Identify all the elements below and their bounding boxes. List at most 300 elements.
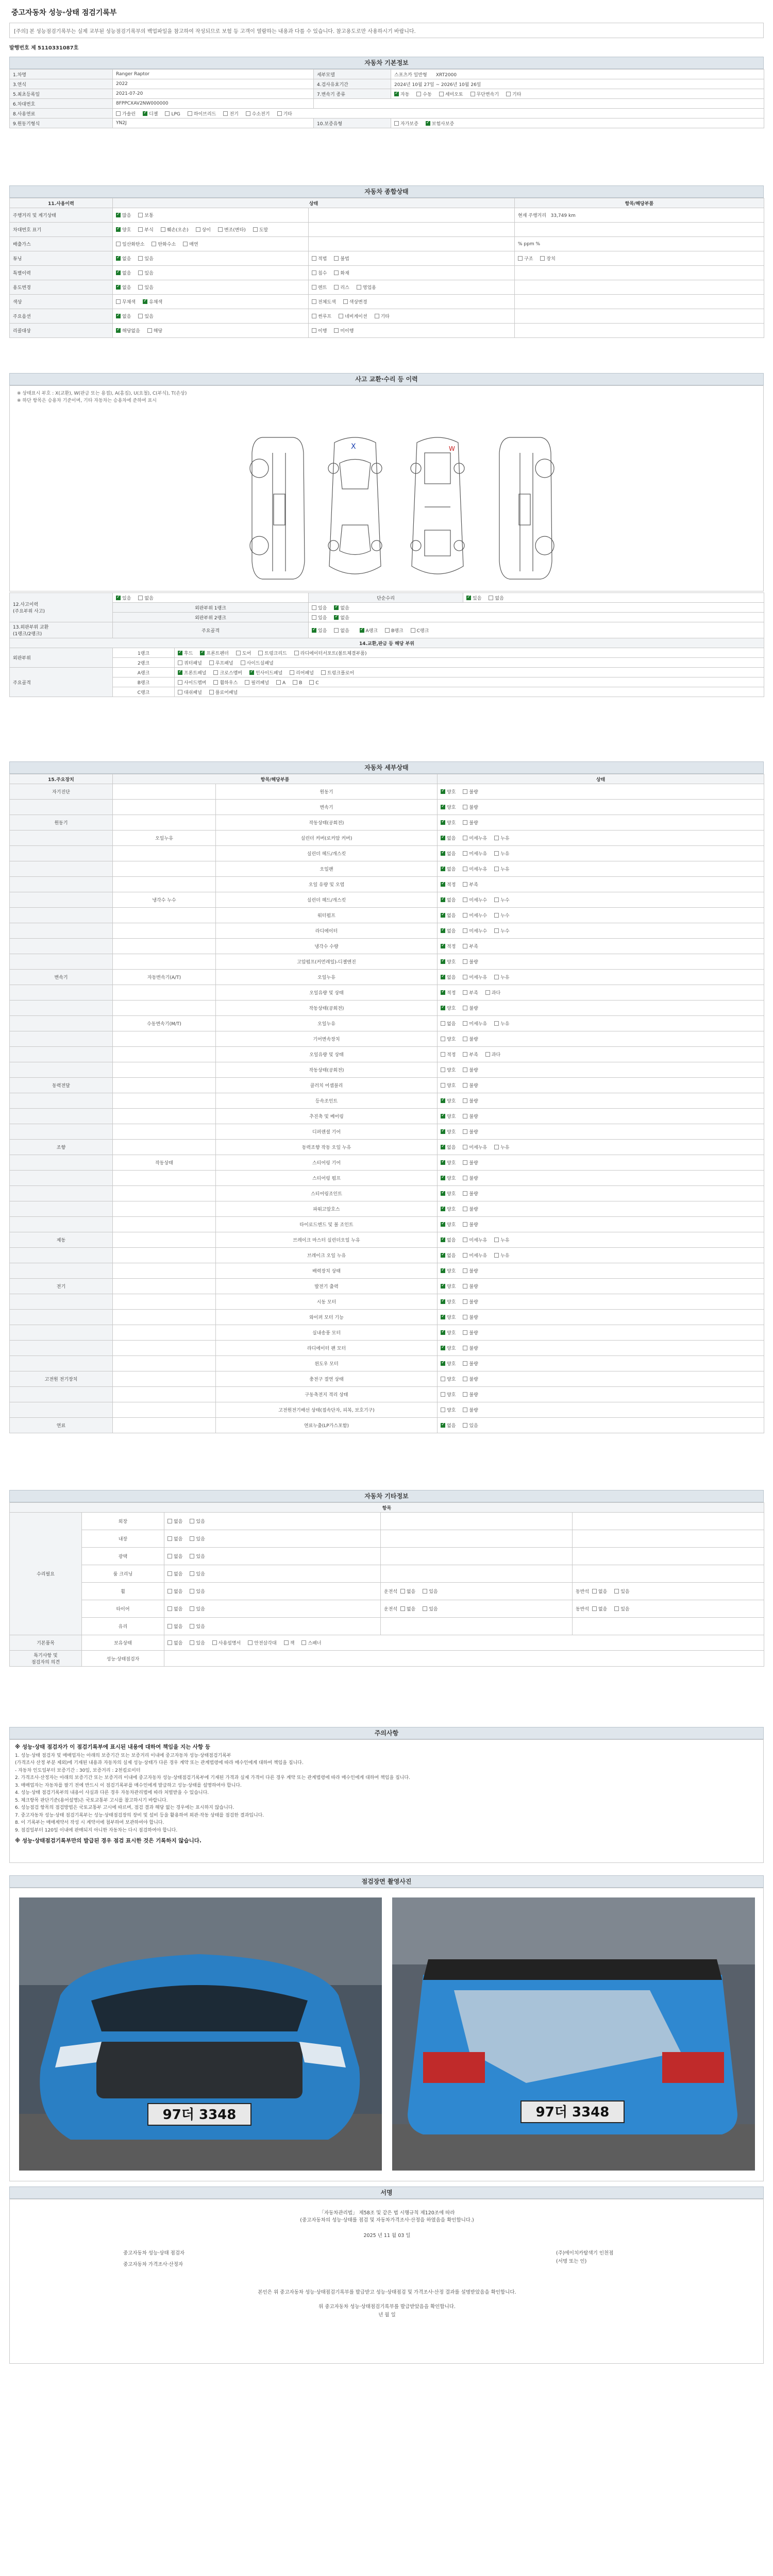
- checkbox-icon[interactable]: [494, 897, 499, 902]
- checkbox-icon[interactable]: [463, 867, 467, 871]
- detail-option[interactable]: 누유: [494, 1020, 509, 1027]
- checkbox-icon[interactable]: [258, 651, 263, 655]
- side1-option[interactable]: 없음: [400, 1605, 415, 1612]
- checkbox-icon[interactable]: [463, 928, 467, 933]
- checkbox-icon[interactable]: [190, 1640, 194, 1645]
- main-option[interactable]: ✓ 있음: [312, 627, 327, 634]
- general-option[interactable]: ✓ 양호: [116, 226, 131, 233]
- general-sub-option[interactable]: 불법: [334, 255, 349, 262]
- detail-option[interactable]: ✓ 양호: [441, 958, 456, 965]
- checkbox-icon[interactable]: [334, 628, 339, 633]
- checkbox-icon[interactable]: [441, 959, 445, 964]
- detail-option[interactable]: 있음: [463, 1422, 478, 1429]
- basic-option[interactable]: LPG: [165, 111, 180, 117]
- frame-option[interactable]: 트렁크플로어: [321, 669, 354, 676]
- detail-option[interactable]: 미세누유: [463, 1144, 487, 1150]
- checkbox-icon[interactable]: [190, 1536, 194, 1541]
- general-sub2-option[interactable]: 장치: [540, 255, 555, 262]
- detail-option[interactable]: 누수: [494, 927, 509, 934]
- checkbox-icon[interactable]: [592, 1606, 597, 1611]
- outer-option[interactable]: 사이드실패널: [241, 659, 274, 666]
- side1-option[interactable]: 없음: [400, 1588, 415, 1595]
- detail-option[interactable]: 불량: [463, 1360, 478, 1367]
- checkbox-icon[interactable]: [441, 1330, 445, 1335]
- general-option[interactable]: ✓ 해당없음: [116, 327, 140, 334]
- checkbox-icon[interactable]: [116, 270, 121, 275]
- checkbox-icon[interactable]: [494, 851, 499, 856]
- detail-option[interactable]: ✓ 없음: [441, 866, 456, 872]
- checkbox-icon[interactable]: [506, 92, 511, 96]
- checkbox-icon[interactable]: [138, 270, 143, 275]
- detail-option[interactable]: 불량: [463, 958, 478, 965]
- checkbox-icon[interactable]: [463, 913, 467, 918]
- detail-option[interactable]: 불량: [463, 1406, 478, 1413]
- general-sub-option[interactable]: 네비게이션: [339, 313, 367, 319]
- checkbox-icon[interactable]: [441, 913, 445, 918]
- extra-option[interactable]: 없음: [167, 1518, 182, 1524]
- rank1-option[interactable]: 있음: [312, 604, 327, 611]
- extra-option[interactable]: 있음: [190, 1605, 205, 1612]
- general-option[interactable]: 해당: [147, 327, 162, 334]
- checkbox-icon[interactable]: [441, 1145, 445, 1149]
- checkbox-icon[interactable]: [463, 820, 467, 825]
- general-option[interactable]: 훼손(오손): [161, 226, 189, 233]
- checkbox-icon[interactable]: [494, 975, 499, 979]
- detail-option[interactable]: ✓ 양호: [441, 1221, 456, 1228]
- checkbox-icon[interactable]: [463, 1299, 467, 1304]
- checkbox-icon[interactable]: [463, 1315, 467, 1319]
- detail-option[interactable]: ✓ 양호: [441, 819, 456, 826]
- general-sub-option[interactable]: 리스: [334, 284, 349, 291]
- basic-items-option[interactable]: 안전삼각대: [248, 1639, 276, 1646]
- checkbox-icon[interactable]: [463, 975, 467, 979]
- checkbox-icon[interactable]: [463, 959, 467, 964]
- checkbox-icon[interactable]: [236, 651, 241, 655]
- checkbox-icon[interactable]: [116, 596, 121, 600]
- checkbox-icon[interactable]: [400, 1589, 405, 1594]
- checkbox-icon[interactable]: [312, 256, 316, 261]
- checkbox-icon[interactable]: [138, 314, 143, 318]
- extra-option[interactable]: 없음: [167, 1623, 182, 1630]
- checkbox-icon[interactable]: [441, 851, 445, 856]
- checkbox-icon[interactable]: [463, 1330, 467, 1335]
- checkbox-icon[interactable]: [196, 227, 200, 232]
- checkbox-icon[interactable]: [334, 328, 339, 333]
- frame-option[interactable]: 플로어패널: [209, 689, 238, 696]
- detail-option[interactable]: 불량: [463, 1082, 478, 1089]
- checkbox-icon[interactable]: [213, 670, 218, 675]
- checkbox-icon[interactable]: [167, 1640, 172, 1645]
- checkbox-icon[interactable]: [416, 92, 421, 96]
- detail-option[interactable]: ✓ 없음: [441, 912, 456, 919]
- checkbox-icon[interactable]: [463, 1176, 467, 1180]
- detail-option[interactable]: 미세누수: [463, 927, 487, 934]
- general-sub-option[interactable]: 화재: [334, 269, 349, 276]
- general-option[interactable]: ✓ 없음: [116, 313, 131, 319]
- detail-option[interactable]: ✓ 없음: [441, 835, 456, 841]
- checkbox-icon[interactable]: [441, 1253, 445, 1258]
- detail-option[interactable]: ✓ 없음: [441, 896, 456, 903]
- detail-option[interactable]: 불량: [463, 1097, 478, 1104]
- checkbox-icon[interactable]: [138, 596, 143, 600]
- detail-option[interactable]: 불량: [463, 1298, 478, 1305]
- checkbox-icon[interactable]: [334, 605, 339, 610]
- detail-option[interactable]: 미세누유: [463, 866, 487, 872]
- detail-option[interactable]: 불량: [463, 1005, 478, 1011]
- checkbox-icon[interactable]: [441, 1315, 445, 1319]
- detail-option[interactable]: 누유: [494, 866, 509, 872]
- simple-option[interactable]: ✓ 있음: [466, 595, 481, 601]
- detail-option[interactable]: 양호: [441, 1036, 456, 1042]
- checkbox-icon[interactable]: [116, 299, 121, 304]
- detail-option[interactable]: ✓ 양호: [441, 788, 456, 795]
- checkbox-icon[interactable]: [441, 1284, 445, 1289]
- checkbox-icon[interactable]: [312, 270, 316, 275]
- checkbox-icon[interactable]: [441, 867, 445, 871]
- frame-option[interactable]: A: [276, 680, 285, 686]
- detail-option[interactable]: 부족: [463, 881, 478, 888]
- checkbox-icon[interactable]: [614, 1589, 619, 1594]
- checkbox-icon[interactable]: [463, 990, 467, 995]
- detail-option[interactable]: 양호: [441, 1082, 456, 1089]
- detail-option[interactable]: 과다: [485, 1051, 500, 1058]
- checkbox-icon[interactable]: [167, 1554, 172, 1558]
- checkbox-icon[interactable]: [209, 660, 214, 665]
- rank2-option[interactable]: ✓ 없음: [334, 614, 349, 621]
- checkbox-icon[interactable]: [614, 1606, 619, 1611]
- checkbox-icon[interactable]: [385, 628, 390, 633]
- checkbox-icon[interactable]: [334, 270, 339, 275]
- checkbox-icon[interactable]: [116, 328, 121, 333]
- basic-option[interactable]: 자가보증: [394, 120, 418, 127]
- checkbox-icon[interactable]: [290, 670, 294, 675]
- detail-option[interactable]: 누유: [494, 835, 509, 841]
- checkbox-icon[interactable]: [463, 1114, 467, 1118]
- basic-option[interactable]: 기타: [277, 110, 292, 117]
- checkbox-icon[interactable]: [441, 1268, 445, 1273]
- general-sub-option[interactable]: 전체도색: [312, 298, 336, 305]
- detail-option[interactable]: ✓ 양호: [441, 1097, 456, 1104]
- outer-option[interactable]: 루프패널: [209, 659, 233, 666]
- checkbox-icon[interactable]: [343, 299, 348, 304]
- detail-option[interactable]: ✓ 없음: [441, 850, 456, 857]
- checkbox-icon[interactable]: [485, 1052, 490, 1057]
- detail-option[interactable]: ✓ 양호: [441, 804, 456, 810]
- checkbox-icon[interactable]: [178, 651, 182, 655]
- checkbox-icon[interactable]: [441, 1098, 445, 1103]
- checkbox-icon[interactable]: [441, 1037, 445, 1041]
- checkbox-icon[interactable]: [463, 1006, 467, 1010]
- checkbox-icon[interactable]: [190, 1554, 194, 1558]
- outer-option[interactable]: 도어: [236, 650, 251, 656]
- checkbox-icon[interactable]: [167, 1606, 172, 1611]
- checkbox-icon[interactable]: [218, 227, 223, 232]
- frame-option[interactable]: ✓ 프론트패널: [178, 669, 206, 676]
- checkbox-icon[interactable]: [116, 242, 121, 246]
- checkbox-icon[interactable]: [138, 227, 143, 232]
- checkbox-icon[interactable]: [463, 1361, 467, 1366]
- checkbox-icon[interactable]: [301, 1640, 306, 1645]
- checkbox-icon[interactable]: [494, 928, 499, 933]
- extra-option[interactable]: 없음: [167, 1605, 182, 1612]
- checkbox-icon[interactable]: [441, 789, 445, 794]
- detail-option[interactable]: 누유: [494, 1236, 509, 1243]
- general-option[interactable]: 일산화탄소: [116, 241, 144, 247]
- checkbox-icon[interactable]: [411, 628, 415, 633]
- rank2-option[interactable]: 있음: [312, 614, 327, 621]
- detail-option[interactable]: 없음: [441, 1020, 456, 1027]
- checkbox-icon[interactable]: [441, 1006, 445, 1010]
- checkbox-icon[interactable]: [293, 680, 297, 685]
- basic-option[interactable]: ✓ 자동: [394, 91, 409, 97]
- checkbox-icon[interactable]: [439, 92, 444, 96]
- checkbox-icon[interactable]: [441, 882, 445, 887]
- detail-option[interactable]: 불량: [463, 788, 478, 795]
- checkbox-icon[interactable]: [277, 111, 282, 116]
- checkbox-icon[interactable]: [463, 789, 467, 794]
- checkbox-icon[interactable]: [357, 285, 361, 290]
- checkbox-icon[interactable]: [241, 660, 245, 665]
- general-option[interactable]: 있음: [138, 269, 153, 276]
- detail-option[interactable]: 누유: [494, 850, 509, 857]
- basic-option[interactable]: 무단변속기: [470, 91, 499, 97]
- detail-option[interactable]: 불량: [463, 1391, 478, 1398]
- accident-option[interactable]: 없음: [138, 595, 153, 601]
- basic-option[interactable]: 가솔린: [116, 110, 136, 117]
- detail-option[interactable]: 불량: [463, 1329, 478, 1336]
- detail-option[interactable]: ✓ 양호: [441, 1283, 456, 1290]
- checkbox-icon[interactable]: [463, 1408, 467, 1412]
- checkbox-icon[interactable]: [441, 836, 445, 840]
- checkbox-icon[interactable]: [334, 285, 339, 290]
- checkbox-icon[interactable]: [463, 1052, 467, 1057]
- checkbox-icon[interactable]: [463, 1423, 467, 1428]
- detail-option[interactable]: ✓ 양호: [441, 1128, 456, 1135]
- detail-option[interactable]: ✓ 없음: [441, 1236, 456, 1243]
- general-option[interactable]: 매연: [183, 241, 198, 247]
- checkbox-icon[interactable]: [463, 944, 467, 948]
- detail-option[interactable]: 미세누유: [463, 974, 487, 980]
- checkbox-icon[interactable]: [312, 328, 316, 333]
- checkbox-icon[interactable]: [246, 111, 250, 116]
- basic-items-option[interactable]: 사용설명서: [212, 1639, 241, 1646]
- basic-items-option[interactable]: 잭: [284, 1639, 295, 1646]
- checkbox-icon[interactable]: [309, 680, 314, 685]
- detail-option[interactable]: ✓ 없음: [441, 1252, 456, 1259]
- checkbox-icon[interactable]: [321, 670, 326, 675]
- detail-option[interactable]: ✓ 양호: [441, 1206, 456, 1212]
- basic-option[interactable]: 세미오토: [439, 91, 463, 97]
- detail-option[interactable]: ✓ 양호: [441, 1190, 456, 1197]
- checkbox-icon[interactable]: [394, 92, 399, 96]
- checkbox-icon[interactable]: [167, 1519, 172, 1523]
- checkbox-icon[interactable]: [116, 227, 121, 232]
- checkbox-icon[interactable]: [489, 596, 493, 600]
- detail-option[interactable]: 불량: [463, 1283, 478, 1290]
- checkbox-icon[interactable]: [312, 628, 316, 633]
- detail-option[interactable]: 양호: [441, 1406, 456, 1413]
- checkbox-icon[interactable]: [463, 1268, 467, 1273]
- general-option[interactable]: ✓ 유채색: [143, 298, 162, 305]
- general-sub2-option[interactable]: 구조: [518, 255, 533, 262]
- checkbox-icon[interactable]: [423, 1606, 427, 1611]
- detail-option[interactable]: 부족: [463, 943, 478, 950]
- checkbox-icon[interactable]: [441, 944, 445, 948]
- detail-option[interactable]: 불량: [463, 1159, 478, 1166]
- side2-option[interactable]: 있음: [614, 1605, 629, 1612]
- detail-option[interactable]: ✓ 양호: [441, 1159, 456, 1166]
- checkbox-icon[interactable]: [190, 1571, 194, 1576]
- checkbox-icon[interactable]: [463, 1253, 467, 1258]
- checkbox-icon[interactable]: [423, 1589, 427, 1594]
- general-option[interactable]: 도말: [253, 226, 268, 233]
- detail-option[interactable]: 미세누수: [463, 896, 487, 903]
- checkbox-icon[interactable]: [441, 1423, 445, 1428]
- detail-option[interactable]: ✓ 양호: [441, 1298, 456, 1305]
- detail-option[interactable]: ✓ 없음: [441, 974, 456, 980]
- checkbox-icon[interactable]: [466, 596, 471, 600]
- frame-option[interactable]: 휠하우스: [213, 679, 238, 686]
- checkbox-icon[interactable]: [178, 690, 182, 694]
- general-sub-option[interactable]: 영업용: [357, 284, 376, 291]
- checkbox-icon[interactable]: [441, 1191, 445, 1196]
- detail-option[interactable]: 미세누유: [463, 1252, 487, 1259]
- checkbox-icon[interactable]: [178, 660, 182, 665]
- detail-option[interactable]: 불량: [463, 1376, 478, 1382]
- extra-option[interactable]: 없음: [167, 1588, 182, 1595]
- checkbox-icon[interactable]: [167, 1536, 172, 1541]
- checkbox-icon[interactable]: [441, 1361, 445, 1366]
- general-option[interactable]: 상이: [196, 226, 211, 233]
- checkbox-icon[interactable]: [441, 1408, 445, 1412]
- checkbox-icon[interactable]: [441, 1021, 445, 1026]
- detail-option[interactable]: 양호: [441, 1376, 456, 1382]
- checkbox-icon[interactable]: [441, 1222, 445, 1227]
- checkbox-icon[interactable]: [494, 1021, 499, 1026]
- detail-option[interactable]: 누유: [494, 1144, 509, 1150]
- checkbox-icon[interactable]: [334, 256, 339, 261]
- general-option[interactable]: ✓ 없음: [116, 269, 131, 276]
- checkbox-icon[interactable]: [339, 314, 343, 318]
- checkbox-icon[interactable]: [178, 670, 182, 675]
- checkbox-icon[interactable]: [245, 680, 249, 685]
- checkbox-icon[interactable]: [463, 1067, 467, 1072]
- frame-option[interactable]: C: [309, 680, 318, 686]
- detail-option[interactable]: ✓ 양호: [441, 1329, 456, 1336]
- general-option[interactable]: 탄화수소: [152, 241, 176, 247]
- detail-option[interactable]: ✓ 양호: [441, 1314, 456, 1320]
- checkbox-icon[interactable]: [116, 314, 121, 318]
- checkbox-icon[interactable]: [463, 1160, 467, 1165]
- checkbox-icon[interactable]: [143, 299, 147, 304]
- checkbox-icon[interactable]: [441, 1207, 445, 1211]
- outer-option[interactable]: 트렁크리드: [258, 650, 287, 656]
- checkbox-icon[interactable]: [312, 285, 316, 290]
- checkbox-icon[interactable]: [284, 1640, 289, 1645]
- checkbox-icon[interactable]: [494, 1253, 499, 1258]
- general-sub-option[interactable]: 색상변경: [343, 298, 367, 305]
- checkbox-icon[interactable]: [312, 299, 316, 304]
- detail-option[interactable]: 불량: [463, 1267, 478, 1274]
- checkbox-icon[interactable]: [441, 975, 445, 979]
- general-sub-option[interactable]: 적법: [312, 255, 327, 262]
- checkbox-icon[interactable]: [165, 111, 170, 116]
- accident-option[interactable]: ✓있음: [116, 595, 131, 601]
- checkbox-icon[interactable]: [178, 680, 182, 685]
- checkbox-icon[interactable]: [441, 1346, 445, 1350]
- checkbox-icon[interactable]: [463, 836, 467, 840]
- checkbox-icon[interactable]: [188, 111, 192, 116]
- checkbox-icon[interactable]: [494, 836, 499, 840]
- general-sub-option[interactable]: 침수: [312, 269, 327, 276]
- checkbox-icon[interactable]: [441, 990, 445, 995]
- checkbox-icon[interactable]: [463, 1129, 467, 1134]
- checkbox-icon[interactable]: [592, 1589, 597, 1594]
- checkbox-icon[interactable]: [441, 1052, 445, 1057]
- checkbox-icon[interactable]: [312, 314, 316, 318]
- extra-option[interactable]: 있음: [190, 1588, 205, 1595]
- checkbox-icon[interactable]: [400, 1606, 405, 1611]
- checkbox-icon[interactable]: [248, 1640, 253, 1645]
- extra-option[interactable]: 없음: [167, 1553, 182, 1560]
- detail-option[interactable]: ✓ 양호: [441, 1113, 456, 1120]
- checkbox-icon[interactable]: [463, 1222, 467, 1227]
- detail-option[interactable]: 미세누유: [463, 850, 487, 857]
- general-option[interactable]: 있음: [138, 313, 153, 319]
- checkbox-icon[interactable]: [463, 851, 467, 856]
- detail-option[interactable]: 불량: [463, 1221, 478, 1228]
- frame-option[interactable]: 대쉬패널: [178, 689, 202, 696]
- outer-option[interactable]: ✓ 프론트펜더: [200, 650, 228, 656]
- side2-option[interactable]: 없음: [592, 1588, 607, 1595]
- outer-option[interactable]: ✓ 후드: [178, 650, 193, 656]
- checkbox-icon[interactable]: [190, 1606, 194, 1611]
- main-sub-option[interactable]: B랭크: [385, 627, 404, 634]
- checkbox-icon[interactable]: [294, 651, 299, 655]
- extra-option[interactable]: 없음: [167, 1535, 182, 1542]
- basic-option[interactable]: 전기: [223, 110, 238, 117]
- detail-option[interactable]: 미세누유: [463, 835, 487, 841]
- extra-option[interactable]: 없음: [167, 1570, 182, 1577]
- checkbox-icon[interactable]: [463, 1191, 467, 1196]
- detail-option[interactable]: 불량: [463, 819, 478, 826]
- main-sub-option[interactable]: C랭크: [411, 627, 429, 634]
- checkbox-icon[interactable]: [463, 1238, 467, 1242]
- detail-option[interactable]: 양호: [441, 1066, 456, 1073]
- detail-option[interactable]: ✓ 양호: [441, 1175, 456, 1181]
- basic-option[interactable]: 수동: [416, 91, 431, 97]
- checkbox-icon[interactable]: [116, 111, 121, 116]
- checkbox-icon[interactable]: [463, 1037, 467, 1041]
- general-option[interactable]: ✓ 많음: [116, 212, 131, 218]
- checkbox-icon[interactable]: [253, 227, 258, 232]
- detail-option[interactable]: 과다: [485, 989, 500, 996]
- checkbox-icon[interactable]: [441, 1176, 445, 1180]
- detail-option[interactable]: ✓ 적정: [441, 943, 456, 950]
- checkbox-icon[interactable]: [441, 1083, 445, 1088]
- basic-option[interactable]: ✓ 디젤: [143, 110, 158, 117]
- checkbox-icon[interactable]: [441, 1238, 445, 1242]
- detail-option[interactable]: 미세누수: [463, 912, 487, 919]
- detail-option[interactable]: ✓ 적정: [441, 881, 456, 888]
- checkbox-icon[interactable]: [441, 820, 445, 825]
- detail-option[interactable]: 불량: [463, 1113, 478, 1120]
- checkbox-icon[interactable]: [116, 213, 121, 217]
- general-option[interactable]: 부식: [138, 226, 153, 233]
- checkbox-icon[interactable]: [470, 92, 475, 96]
- checkbox-icon[interactable]: [183, 242, 188, 246]
- checkbox-icon[interactable]: [494, 913, 499, 918]
